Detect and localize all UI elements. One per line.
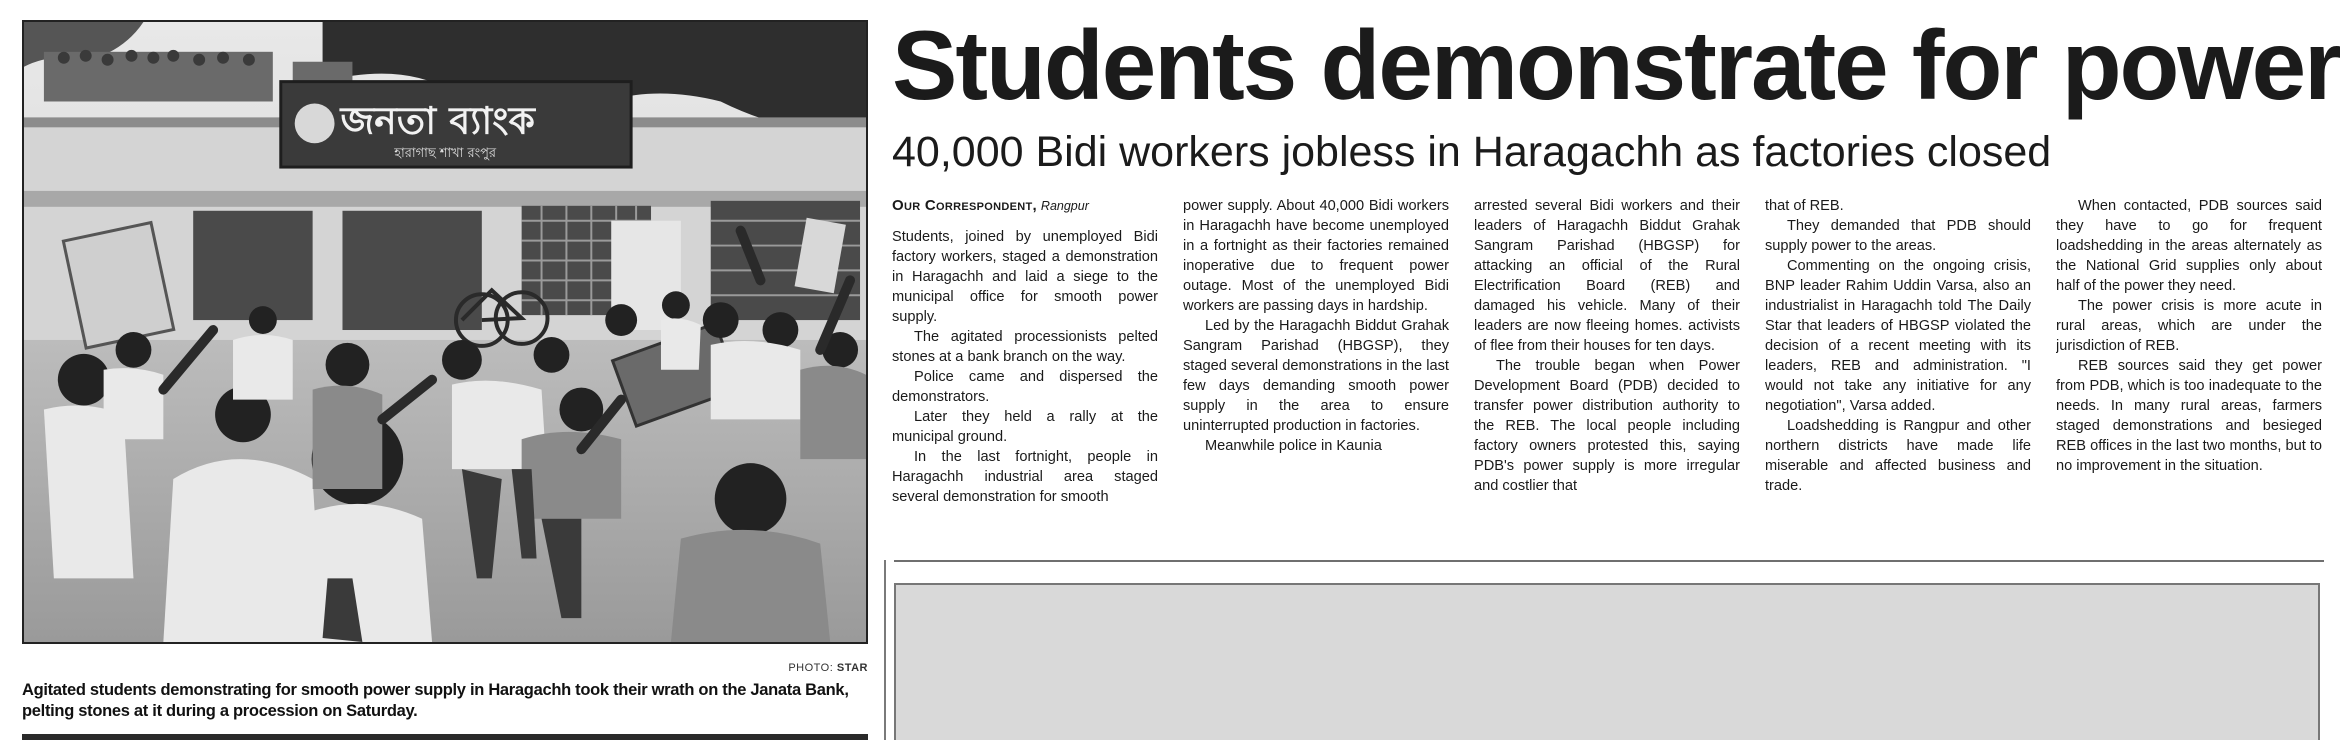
- paragraph: Later they held a rally at the municipal ground.: [892, 409, 1158, 445]
- subheadline: 40,000 Bidi workers jobless in Haragachh as factories closed: [892, 128, 2052, 176]
- article-column-4: [1765, 196, 2031, 546]
- advertisement-placeholder: [894, 583, 2320, 740]
- paragraph: Police came and dispersed the demonstrators.: [892, 369, 1158, 405]
- paragraph: The agitated processionists pelted stones at a bank branch on the way.: [892, 329, 1158, 365]
- bank-sign-text: জনতা ব্যাংক: [340, 98, 536, 143]
- article-column-2: [1183, 196, 1449, 546]
- paragraph: Loadshedding is Rangpur and other northern districts have made life miserable and affected business and trade.: [1765, 418, 2031, 494]
- byline: [892, 196, 1158, 215]
- demonstration-photo-illustration: [24, 22, 866, 642]
- paragraph: When contacted, PDB sources said they have to go for frequent loadshedding in the areas alternately as the National Grid supplies only about half of the power they need.: [2056, 198, 2322, 294]
- news-photo: [22, 20, 868, 644]
- paragraph: Led by the Haragachh Biddut Grahak Sangram Parishad (HBGSP), they staged several demonstrations in the last few days demanding smooth power supply in the area to ensure uninterrupted production in factories.: [1183, 318, 1449, 434]
- paragraph: that of REB.: [1765, 198, 1844, 214]
- photo-credit-label: PHOTO:: [788, 662, 834, 674]
- paragraph: Students, joined by unemployed Bidi factory workers, staged a demonstration in Haragachh and laid a siege to the municipal office for smooth power supply.: [892, 229, 1158, 325]
- paragraph: In the last fortnight, people in Haragachh industrial area staged several demonstration for smooth: [892, 449, 1158, 505]
- article-column-3: [1474, 196, 1740, 546]
- photo-caption: Agitated students demonstrating for smooth power supply in Haragachh took their wrath on the Janata Bank, pelting stones at it during a procession on Saturday.: [22, 681, 849, 720]
- article-body: [892, 196, 2322, 546]
- paragraph: The power crisis is more acute in rural areas, which are under the jurisdiction of REB.: [2056, 298, 2322, 354]
- section-divider: [894, 560, 2324, 562]
- headline: Students demonstrate for power: [892, 10, 2340, 120]
- paragraph: REB sources said they get power from PDB, which is too inadequate to the needs. In many rural areas, farmers staged demonstrations and besieged REB offices in the last two months, but to no improvement in the situation.: [2056, 358, 2322, 474]
- paragraph: Commenting on the ongoing crisis, BNP leader Rahim Uddin Varsa, also an industrialist in Haragachh told The Daily Star that leaders of HBGSP violated the decision of a recent meeting with its leaders, REB and administration. "I would not take any initiative for any negotiation", Varsa added.: [1765, 258, 2031, 414]
- paragraph: The trouble began when Power Development Board (PDB) decided to transfer power distribution authority to the REB. The local people including factory owners protested this, saying PDB's power supply is more irregular and costlier that: [1474, 358, 1740, 494]
- article-column-5: [2056, 196, 2322, 546]
- paragraph: Meanwhile police in Kaunia: [1205, 438, 1382, 454]
- page-bottom-bar: [22, 734, 868, 740]
- byline-author: Our Correspondent,: [892, 197, 1038, 214]
- article-column-1: [892, 196, 1158, 546]
- bank-sign-branch: হারাগাছ শাখা রংপুর: [394, 146, 497, 162]
- paragraph: power supply. About 40,000 Bidi workers in Haragachh have become unemployed in a fortnight as their factories remained inoperative due to frequent power outage. Most of the unemployed Bidi workers are passing days in hardship.: [1183, 198, 1449, 314]
- paragraph: They demanded that PDB should supply power to the areas.: [1765, 218, 2031, 254]
- column-divider: [884, 560, 886, 740]
- paragraph: arrested several Bidi workers and their leaders of Haragachh Biddut Grahak Sangram Parishad (HBGSP) for attacking an official of the Rural Electrification Board (REB) and damaged his vehicle. Many of their leaders are now fleeing homes. activists of flee from their houses for ten days.: [1474, 198, 1740, 354]
- photo-credit-source: STAR: [836, 662, 868, 674]
- photo-credit: [22, 662, 868, 674]
- byline-place: Rangpur: [1040, 199, 1089, 213]
